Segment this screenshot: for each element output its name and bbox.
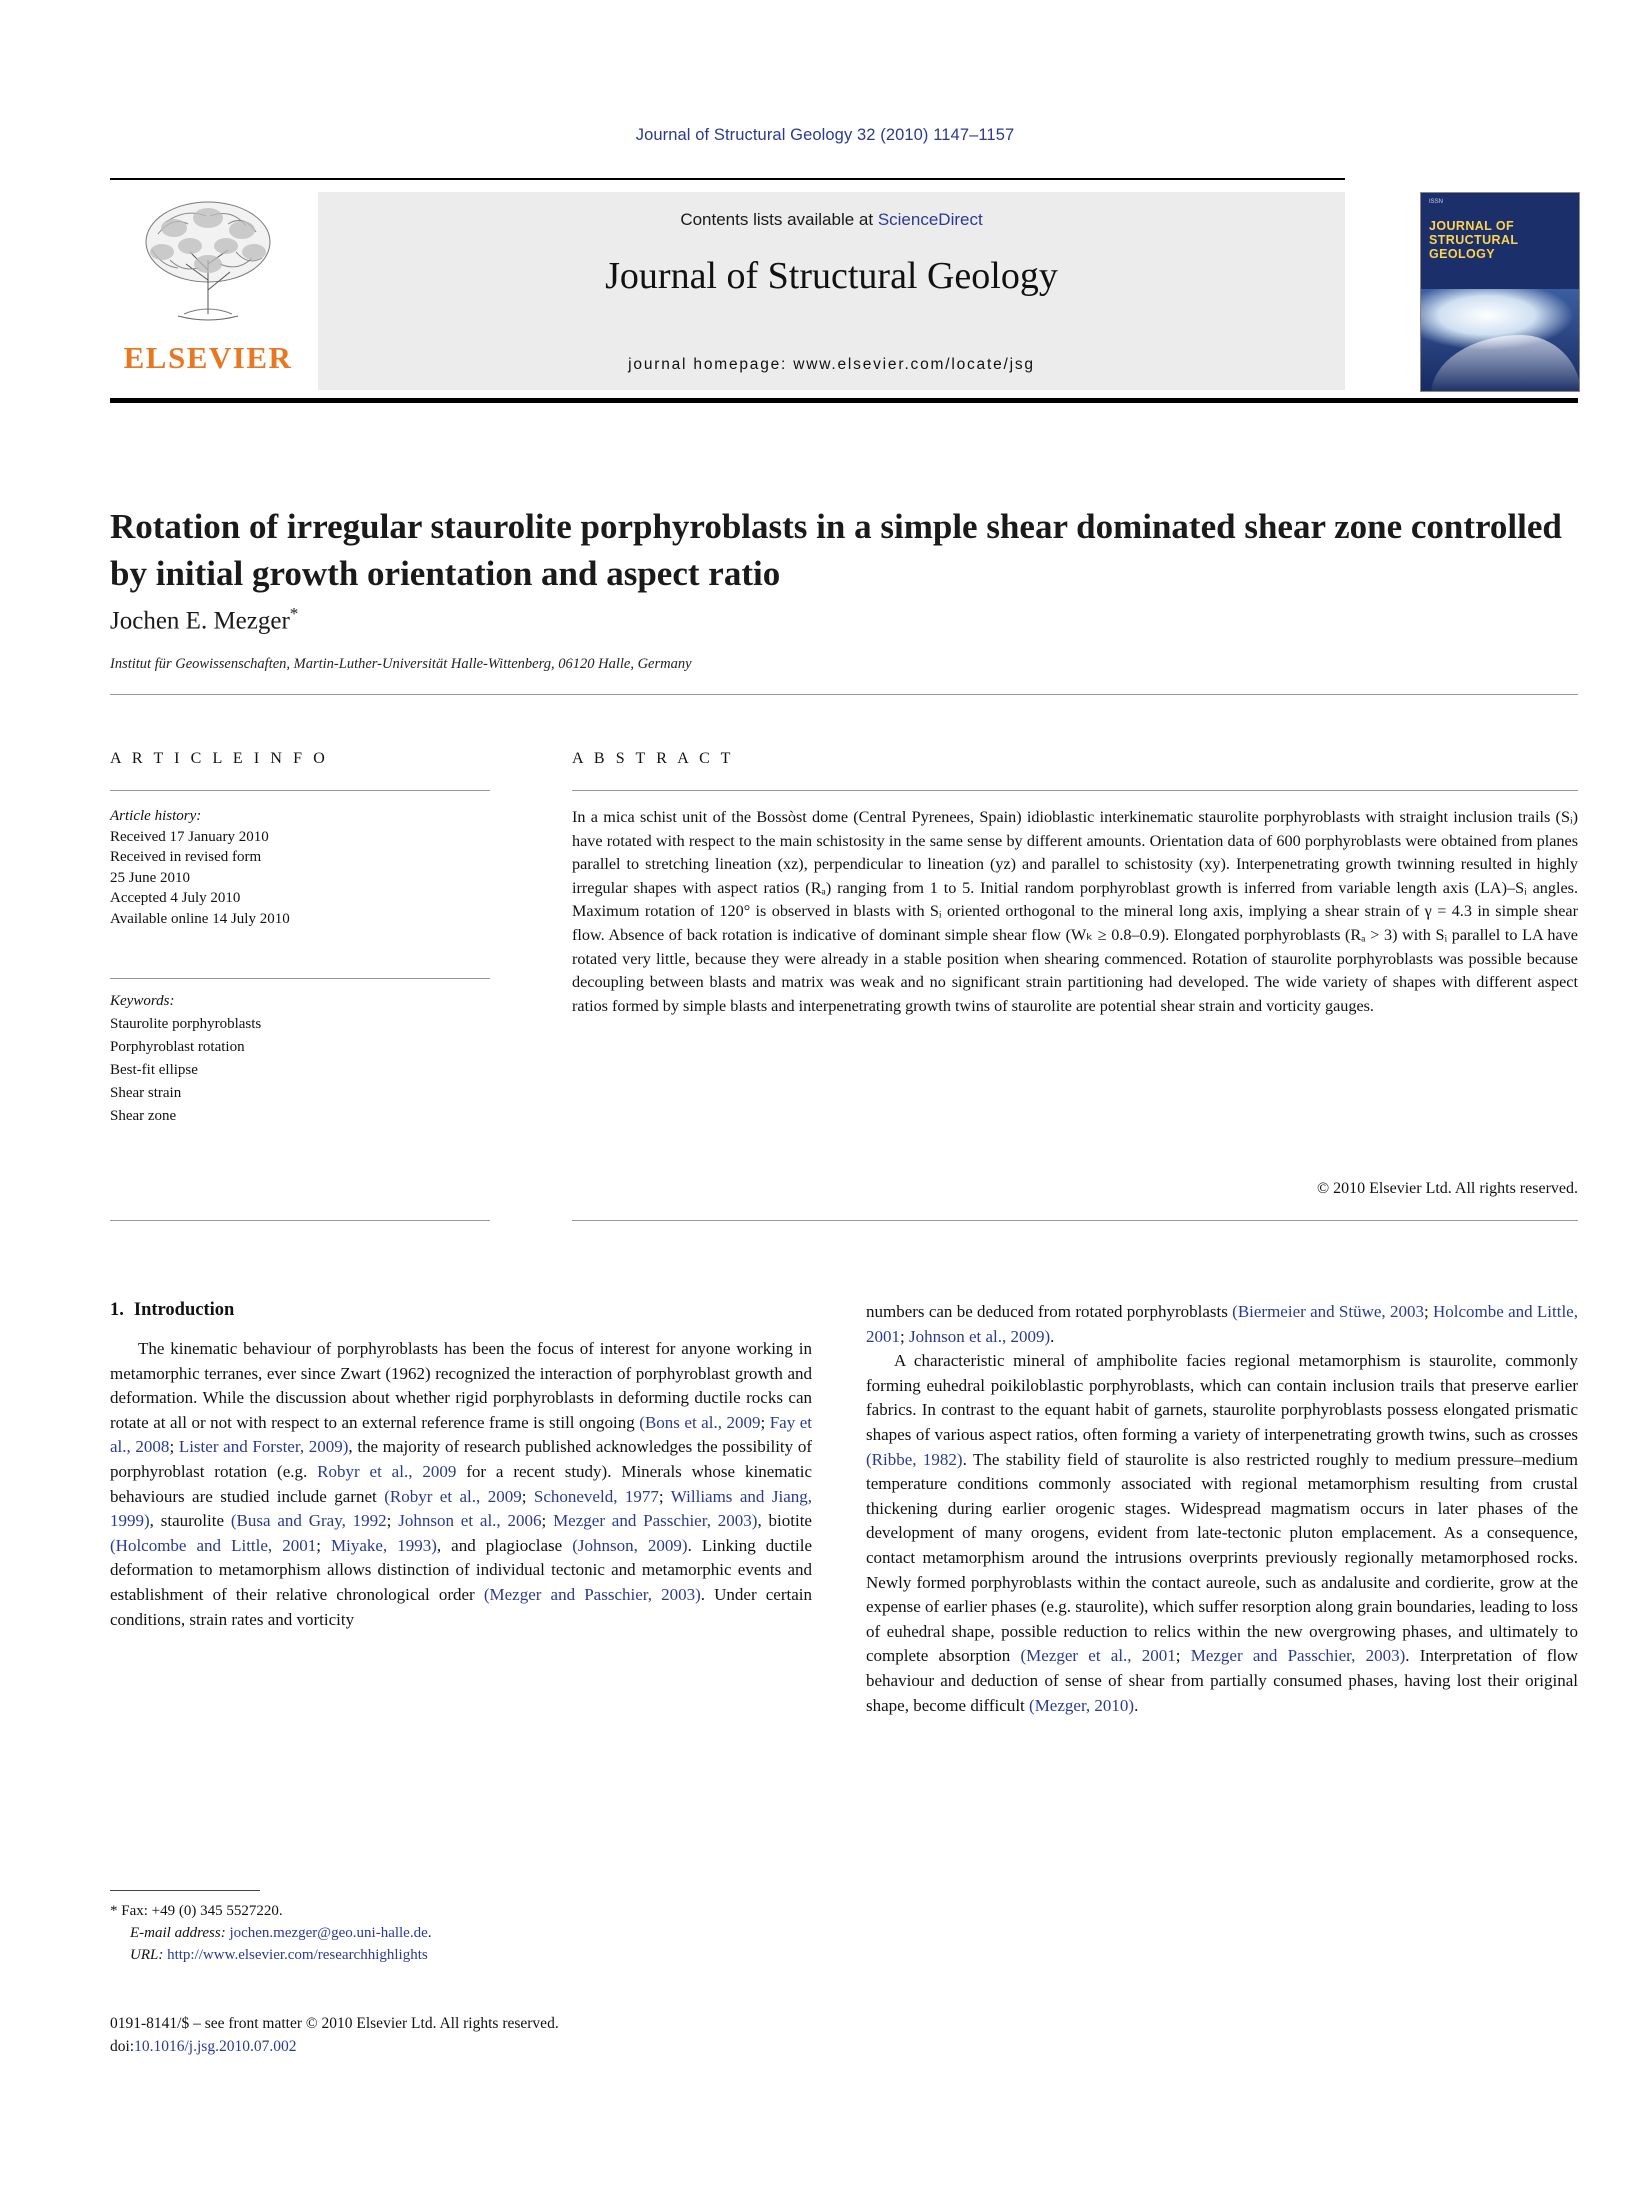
- article-history-item: Accepted 4 July 2010: [110, 890, 241, 906]
- footnote-url-link[interactable]: http://www.elsevier.com/researchhighlights: [167, 1947, 428, 1963]
- citation[interactable]: (Johnson, 2009): [572, 1535, 688, 1555]
- footnote-url-label: URL:: [130, 1947, 164, 1963]
- journal-title: Journal of Structural Geology: [605, 255, 1058, 297]
- doi-link[interactable]: 10.1016/j.jsg.2010.07.002: [134, 2038, 297, 2055]
- citation[interactable]: Mezger and Passchier, 2003): [553, 1511, 758, 1531]
- elsevier-wordmark: ELSEVIER: [123, 340, 293, 375]
- imprint-line: 0191-8141/$ – see front matter © 2010 Elsevier Ltd. All rights reserved.: [110, 2015, 559, 2032]
- imprint-block: [110, 2012, 810, 2058]
- citation[interactable]: (Mezger et al., 2001: [1020, 1646, 1176, 1666]
- article-history-item: 25 June 2010: [110, 869, 190, 886]
- doi-label: doi:: [110, 2038, 135, 2055]
- footnote-rule: [110, 1890, 260, 1891]
- citation[interactable]: Mezger and Passchier, 2003): [1190, 1646, 1406, 1666]
- citation[interactable]: Williams and Jiang, 1999): [110, 1486, 812, 1531]
- citation[interactable]: (Bons et al., 2009: [639, 1412, 761, 1432]
- citation[interactable]: (Mezger, 2010): [1029, 1695, 1135, 1715]
- citation[interactable]: Johnson et al., 2006: [398, 1511, 542, 1531]
- elsevier-tree-icon: [124, 194, 292, 334]
- footnote-fax: * Fax: +49 (0) 345 5527220.: [110, 1903, 283, 1919]
- article-history-label: Article history:: [110, 808, 202, 824]
- cover-title: [1429, 219, 1571, 261]
- citation[interactable]: Holcombe and Little, 2001: [866, 1302, 1578, 1346]
- abstract-copyright: © 2010 Elsevier Ltd. All rights reserved.: [1317, 1180, 1578, 1197]
- section-heading-introduction: [110, 1300, 812, 1321]
- citation[interactable]: (Holcombe and Little, 2001: [110, 1535, 317, 1555]
- citation[interactable]: Fay et al., 2008: [110, 1412, 812, 1457]
- citation[interactable]: (Robyr et al., 2009: [384, 1486, 522, 1506]
- page-title: Rotation of irregular staurolite porphyroblasts in a simple shear dominated shear zone controlled by initial growth orientation and aspect ratio: [110, 507, 1562, 594]
- article-info-heading: A R T I C L E I N F O: [110, 750, 329, 767]
- paragraph: The kinematic behaviour of porphyroblasts has been the focus of interest for anyone working in metamorphic terranes, ever since Zwart (1962) recognized the interaction of porphyroblast growth and deformation. While the discussion about whether rigid porphyroblasts in deforming ductile rocks can rotate at all or not with respect to an external reference frame is still ongoing (Bons et al., 2009; Fay et al., 2008; Lister and Forster, 2009), the majority of research published acknowledges the possibility of porphyroblast rotation (e.g. Robyr et al., 2009 for a recent study). Minerals whose kinematic behaviours are studied include garnet (Robyr et al., 2009; Schoneveld, 1977; Williams and Jiang, 1999), staurolite (Busa and Gray, 1992; Johnson et al., 2006; Mezger and Passchier, 2003), biotite (Holcombe and Little, 2001; Miyake, 1993), and plagioclase (Johnson, 2009). Linking ductile deformation to metamorphism allows distinction of individual tectonic and metamorphic events and establishment of their relative chronological order (Mezger and Passchier, 2003). Under certain conditions, strain rates and vorticity: [110, 1339, 813, 1629]
- article-info-rule: [110, 790, 490, 791]
- article-history-item: Received 17 January 2010: [110, 828, 269, 845]
- body-column-right: [866, 1300, 1578, 1718]
- doi-line: [110, 2035, 810, 2058]
- journal-header-band: [318, 192, 1345, 390]
- keyword-item: Porphyroblast rotation: [110, 1039, 245, 1055]
- keyword-item: Shear strain: [110, 1085, 182, 1101]
- citation[interactable]: Johnson et al., 2009): [908, 1326, 1051, 1346]
- abstract-text: In a mica schist unit of the Bossòst dome (Central Pyrenees, Spain) idioblastic interkinematic staurolite porphyroblasts with straight inclusion trails (Sᵢ) have rotated with respect to the main schistosity in the same sense by different amounts. Orientation data of 600 porphyroblasts were obtained from planes parallel to stretching lineation (xz), perpendicular to lineation (yz) and parallel to schistosity (xy). Interpenetrating growth twinning resulted in highly irregular shapes with aspect ratios (Rₐ) ranging from 1 to 5. Initial random porphyroblast growth is inferred from variable length axis (LA)–Sᵢ angles. Maximum rotation of 120° is observed in blasts with Sᵢ oriented orthogonal to the mineral long axis, implying a shear strain of γ = 4.3 in simple shear flow. Absence of back rotation is indicative of dominant simple shear flow (Wₖ ≥ 0.8–0.9). Elongated porphyroblasts (Rₐ > 3) with Sᵢ parallel to LA have rotated very little, because they were already in a stable position when shearing commenced. Rotation of staurolite porphyroblasts was possible because decoupling between blasts and matrix was weak and no significant strain partitioning had developed. The wide variety of shapes with different aspect ratios formed by simple blasts and interpenetrating growth twins of staurolite are potential shear strain and vorticity gauges.: [572, 808, 1578, 1015]
- keyword-item: Staurolite porphyroblasts: [110, 1016, 262, 1032]
- header-bottom-rule: [110, 398, 1578, 403]
- cover-title-line2: STRUCTURAL: [1429, 233, 1519, 247]
- journal-cover-thumbnail: [1420, 192, 1580, 392]
- keyword-item: Best-fit ellipse: [110, 1062, 198, 1078]
- footnote-url: [110, 1944, 810, 1966]
- author-footnote-mark: *: [289, 604, 299, 623]
- footnote-block: [110, 1900, 810, 1966]
- article-info-rule-2: [110, 978, 490, 979]
- keywords-block: [110, 990, 490, 1128]
- footnote-email-label: E-mail address:: [130, 1925, 226, 1941]
- citation[interactable]: Schoneveld, 1977: [533, 1486, 659, 1506]
- affiliation: Institut für Geowissenschaften, Martin-Luther-Universität Halle-Wittenberg, 06120 Halle, Germany: [110, 656, 692, 672]
- section-title: Introduction: [133, 1300, 235, 1320]
- author-name: Jochen E. Mezger: [110, 607, 290, 635]
- journal-reference: Journal of Structural Geology 32 (2010) 1147–1157: [635, 126, 1015, 144]
- journal-homepage[interactable]: journal homepage: www.elsevier.com/locate/jsg: [628, 356, 1035, 373]
- citation[interactable]: (Mezger and Passchier, 2003): [483, 1584, 701, 1604]
- contents-line: [318, 210, 1345, 230]
- abstract-rule: [572, 790, 1578, 791]
- footnote-email: E-mail address: jochen.mezger@geo.uni-halle.de.: [130, 1925, 432, 1941]
- keyword-item: Shear zone: [110, 1108, 177, 1124]
- citation[interactable]: (Ribbe, 1982): [866, 1449, 963, 1469]
- body-column-left: [110, 1300, 812, 1632]
- article-history-item: Received in revised form: [110, 849, 262, 865]
- cover-title-line1: JOURNAL OF: [1429, 219, 1515, 233]
- citation[interactable]: (Busa and Gray, 1992: [230, 1511, 387, 1531]
- cover-top-note: ISSN: [1429, 199, 1444, 205]
- contents-prefix: Contents lists available at: [680, 210, 878, 229]
- citation[interactable]: Miyake, 1993): [330, 1535, 437, 1555]
- elsevier-logo: [110, 192, 306, 390]
- cover-title-line3: GEOLOGY: [1429, 247, 1496, 261]
- abstract-rule-2: [572, 1220, 1578, 1221]
- paragraph: A characteristic mineral of amphibolite facies regional metamorphism is staurolite, commonly forming euhedral poikiloblastic porphyroblasts, which can contain inclusion trails that preserve earlier fabrics. In contrast to the equant habit of garnets, staurolite porphyroblasts possess elongated prismatic shapes of various aspect ratios, often forming a variety of interpenetrating growth twins, such as crosses (Ribbe, 1982). The stability field of staurolite is also restricted roughly to medium pressure–medium temperature conditions commonly associated with regional metamorphism resulting from crustal thickening during earlier orogenic stages. Widespread magmatism occurs in later phases of the development of many orogens, evident from late-tectonic pluton emplacement. As a consequence, contact metamorphism around the intrusions overprints previously regionally metamorphosed rocks. Newly formed porphyroblasts within the contact aureole, such as andalusite and cordierite, grow at the expense of earlier phases (e.g. staurolite), which suffer resorption along grain boundaries, leading to loss of euhedral shape, possible reduction to relics within the new overgrowing phases, and ultimately to complete absorption (Mezger et al., 2001; Mezger and Passchier, 2003). Interpretation of flow behaviour and deduction of sense of shear from partially consumed phases, having lost their original shape, become difficult (Mezger, 2010).: [866, 1351, 1579, 1715]
- abstract-heading: A B S T R A C T: [572, 750, 735, 767]
- affiliation-rule: [110, 694, 1578, 695]
- article-history-item: Available online 14 July 2010: [110, 910, 290, 927]
- paragraph: numbers can be deduced from rotated porphyroblasts (Biermeier and Stüwe, 2003; Holcombe and Little, 2001; Johnson et al., 2009).: [866, 1302, 1578, 1346]
- citation[interactable]: Robyr et al., 2009: [317, 1461, 457, 1481]
- section-number: 1.: [110, 1300, 124, 1320]
- footnote-email-link[interactable]: jochen.mezger@geo.uni-halle.de: [229, 1925, 428, 1941]
- header-top-rule: [110, 178, 1345, 180]
- author-list: [110, 604, 1110, 635]
- article-info-rule-3: [110, 1220, 490, 1221]
- keywords-label: Keywords:: [110, 993, 175, 1009]
- citation[interactable]: (Biermeier and Stüwe, 2003: [1232, 1302, 1424, 1321]
- article-history: [110, 806, 490, 929]
- sciencedirect-link[interactable]: ScienceDirect: [877, 210, 983, 229]
- citation[interactable]: Lister and Forster, 2009): [178, 1437, 349, 1457]
